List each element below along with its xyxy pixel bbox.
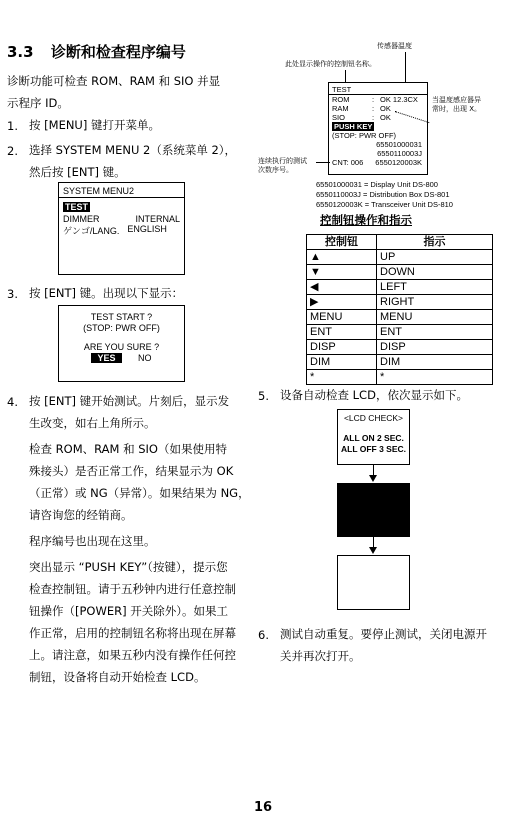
step-line: 关并再次打开。: [280, 649, 361, 663]
control-key: ◀: [307, 280, 377, 295]
step-line: 按 [ENT] 键。出现以下显示：: [29, 286, 184, 300]
table-row: [307, 355, 493, 370]
row-label: SIO: [332, 113, 345, 122]
program-note: 6550120003K = Transceiver Unit DS-810: [316, 200, 453, 209]
stop-note: (STOP: PWR OFF): [332, 131, 397, 140]
are-you-sure-line: ARE YOU SURE ?: [83, 342, 160, 352]
program-notes: [316, 180, 453, 210]
step-line: 测试自动重复。要停止测试，关闭电源开: [280, 627, 487, 641]
count-label: CNT: 006: [332, 158, 364, 167]
intro-line: 诊断功能可检查 ROM、RAM 和 SIO 并显: [7, 74, 221, 88]
table-row: [307, 295, 493, 310]
system-menu-title: SYSTEM MENU2: [59, 186, 184, 198]
row-label: RAM: [332, 104, 349, 113]
down-arrow-icon: [369, 475, 377, 482]
rom-row: [332, 95, 424, 104]
table-row: [307, 265, 493, 280]
indication: *: [377, 370, 493, 385]
row-sep: :: [372, 104, 375, 113]
push-key-highlight: PUSH KEY: [334, 122, 373, 131]
step-line: 检查控制钮。请于五秒钟内进行任意控制: [29, 582, 236, 596]
program-number: 6550120003K: [375, 158, 422, 167]
indication: DISP: [377, 340, 493, 355]
control-key: ▶: [307, 295, 377, 310]
indication: RIGHT: [377, 295, 493, 310]
table-row: [307, 340, 493, 355]
dimmer-label: DIMMER: [63, 214, 100, 224]
all-on-line: ALL ON 2 SEC.: [343, 433, 404, 443]
step-line: 检查 ROM、RAM 和 SIO（如果使用特: [29, 442, 227, 456]
intro-paragraph: [7, 70, 247, 114]
callout-line-text: 连续执行的测试: [258, 157, 307, 165]
sio-row: [332, 113, 424, 122]
callout-line-text: 常时，出现 X。: [432, 105, 482, 113]
program-note: 6550110003J = Distribution Box DS-801: [316, 190, 450, 199]
section-title: 诊断和检查程序编号: [50, 43, 186, 61]
control-key: DIM: [307, 355, 377, 370]
step-number: 3.: [7, 287, 18, 301]
indication: ENT: [377, 325, 493, 340]
indication: LEFT: [377, 280, 493, 295]
program-number: 6550110003J: [377, 149, 422, 158]
step-number: 5.: [258, 389, 269, 403]
lcd-all-on-screen: [337, 483, 410, 537]
step-line: 制钮，设备将自动开始检查 LCD。: [29, 670, 206, 684]
control-key: ▲: [307, 250, 377, 265]
test-screen: [328, 82, 428, 175]
control-key: ▼: [307, 265, 377, 280]
step-line: 作正常，启用的控制钮名称将出现在屏幕: [29, 626, 236, 640]
callout-temp-error: [432, 96, 481, 114]
callout-sensor-temp: 传感器温度: [377, 42, 412, 50]
step-line: 突出显示 “PUSH KEY”（按键），提示您: [29, 560, 228, 574]
section-heading: [7, 41, 186, 62]
step-number: 1.: [7, 119, 18, 133]
down-arrow-icon: [369, 547, 377, 554]
test-start-line: TEST START ?: [90, 312, 153, 322]
step-3-text: [29, 282, 183, 304]
row-sep: :: [372, 113, 375, 122]
step-line: 钮操作（[POWER] 开关除外）。如果工: [29, 604, 228, 618]
indication: DOWN: [377, 265, 493, 280]
callout-control-name: 此处显示操作的控制钮名称。: [285, 60, 376, 68]
step-line: 殊接头）是否正常工作，结果显示为 OK: [29, 464, 234, 478]
column-header: 控制钮: [307, 235, 377, 250]
callout-line-text: 次数序号。: [258, 166, 293, 174]
table-row: [307, 280, 493, 295]
lcd-all-off-screen: [337, 555, 410, 610]
row-sep: :: [372, 95, 375, 104]
control-table: [306, 234, 493, 385]
step-number: 4.: [7, 395, 18, 409]
stop-line: (STOP: PWR OFF): [83, 323, 160, 333]
indication: UP: [377, 250, 493, 265]
step-1-text: [29, 114, 160, 136]
step-line: 然后按 [ENT] 键。: [29, 165, 126, 179]
step-line: 按 [ENT] 键开始测试。片刻后，显示发: [29, 394, 230, 408]
row-value: OK 12.3CX: [380, 95, 418, 104]
step-line: 生改变，如右上角所示。: [29, 416, 156, 430]
step-5-text: [280, 384, 468, 406]
control-table-caption: 控制钮操作和指示: [320, 213, 412, 227]
test-start-screen: [58, 305, 185, 382]
indication: MENU: [377, 310, 493, 325]
step-number: 6.: [258, 628, 269, 642]
control-key: *: [307, 370, 377, 385]
row-value: OK: [380, 104, 391, 113]
section-number: 3.3: [7, 43, 34, 61]
row-label: ROM: [332, 95, 350, 104]
step-line: 上。请注意，如果五秒内没有操作任何控: [29, 648, 236, 662]
language-value: ENGLISH: [127, 224, 167, 234]
control-key: DISP: [307, 340, 377, 355]
step-4-text: [29, 390, 251, 688]
step-line: （正常）或 NG（异常）。如果结果为 NG，: [29, 486, 250, 500]
table-row: [307, 250, 493, 265]
row-value: OK: [380, 113, 391, 122]
test-highlight: TEST: [65, 202, 89, 212]
step-6-text: [280, 623, 487, 667]
control-key: MENU: [307, 310, 377, 325]
program-number: 65501000031: [376, 140, 422, 149]
dimmer-value: INTERNAL: [135, 214, 180, 224]
table-row: [307, 325, 493, 340]
callout-line-text: 当温度感应器异: [432, 96, 481, 104]
step-line: 选择 SYSTEM MENU 2（系统菜单 2），: [29, 143, 237, 157]
ram-row: [332, 104, 424, 113]
step-line: 设备自动检查 LCD，依次显示如下。: [280, 388, 468, 402]
table-row: [307, 310, 493, 325]
program-note: 65501000031 = Display Unit DS-800: [316, 180, 438, 189]
lcd-check-screen: [337, 409, 410, 465]
column-header: 指示: [377, 235, 493, 250]
intro-line: 示程序 ID。: [7, 96, 69, 110]
page-number: 16: [253, 800, 273, 815]
language-label: ゲンゴ/LANG.: [63, 226, 120, 236]
table-row: [307, 370, 493, 385]
step-line: 程序编号也出现在这里。: [29, 534, 156, 548]
step-line: 请咨询您的经销商。: [29, 508, 133, 522]
all-off-line: ALL OFF 3 SEC.: [340, 444, 407, 454]
step-line: 按 [MENU] 键打开菜单。: [29, 118, 160, 132]
lcd-check-title: <LCD CHECK>: [343, 413, 404, 423]
step-2-text: [29, 139, 236, 183]
callout-test-count: [258, 157, 307, 175]
no-option: NO: [138, 353, 152, 363]
step-number: 2.: [7, 144, 18, 158]
test-title: TEST: [329, 85, 427, 95]
control-key: ENT: [307, 325, 377, 340]
system-menu-screen: [58, 182, 185, 275]
yes-option: YES: [91, 353, 121, 363]
indication: DIM: [377, 355, 493, 370]
callout-line: [316, 162, 330, 163]
